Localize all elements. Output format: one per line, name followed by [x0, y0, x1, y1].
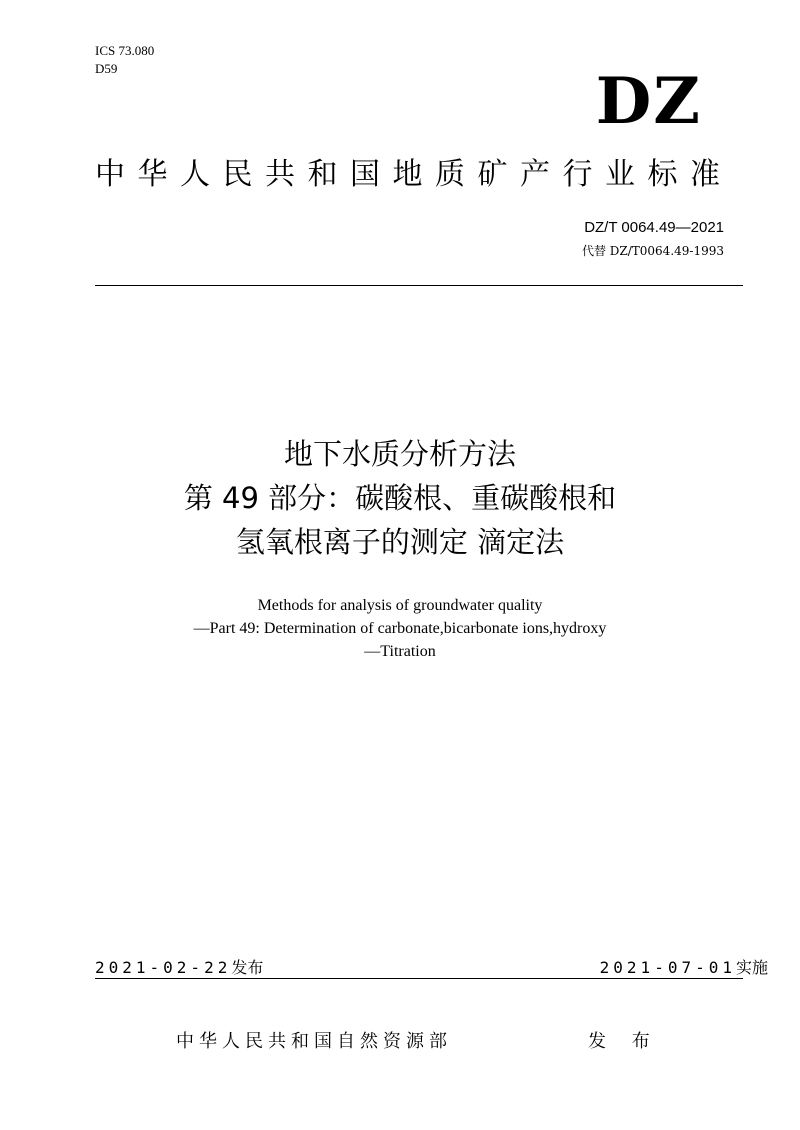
dz-logo: DZ: [595, 64, 702, 139]
top-divider: [95, 285, 743, 286]
chinese-title-line-3: 氢氧根离子的测定 滴定法: [235, 525, 565, 559]
english-title: [0, 594, 800, 663]
issue-label: 发布: [231, 958, 264, 977]
issue-date-block: [95, 958, 263, 978]
chinese-title-line-2: 第 49 部分：碳酸根、重碳酸根和: [183, 481, 617, 515]
issue-date: 2021-02-22: [95, 958, 232, 977]
org-title: 中华人民共和国地质矿产行业标准: [95, 157, 733, 192]
implement-date-block: [600, 958, 768, 978]
implement-label: 实施: [735, 958, 768, 977]
ccs-code: D59: [95, 61, 118, 76]
chinese-title: [0, 432, 800, 564]
english-title-line-1: Methods for analysis of groundwater quality: [257, 597, 543, 614]
english-title-line-2: —Part 49: Determination of carbonate,bicarbonate ions,hydroxy: [193, 620, 607, 637]
ics-code: ICS 73.080: [95, 43, 155, 58]
implement-date: 2021-07-01: [599, 958, 736, 977]
english-title-line-3: —Titration: [364, 643, 436, 660]
classification-codes: [95, 42, 154, 78]
publisher: 中华人民共和国自然资源部: [176, 1031, 452, 1052]
standard-number: DZ/T 0064.49—2021: [584, 219, 724, 236]
publish-word: 发 布: [588, 1031, 660, 1052]
chinese-title-line-1: 地下水质分析方法: [283, 437, 516, 471]
replaces-standard: 代替 DZ/T0064.49-1993: [581, 244, 724, 258]
bottom-divider: [95, 978, 743, 979]
